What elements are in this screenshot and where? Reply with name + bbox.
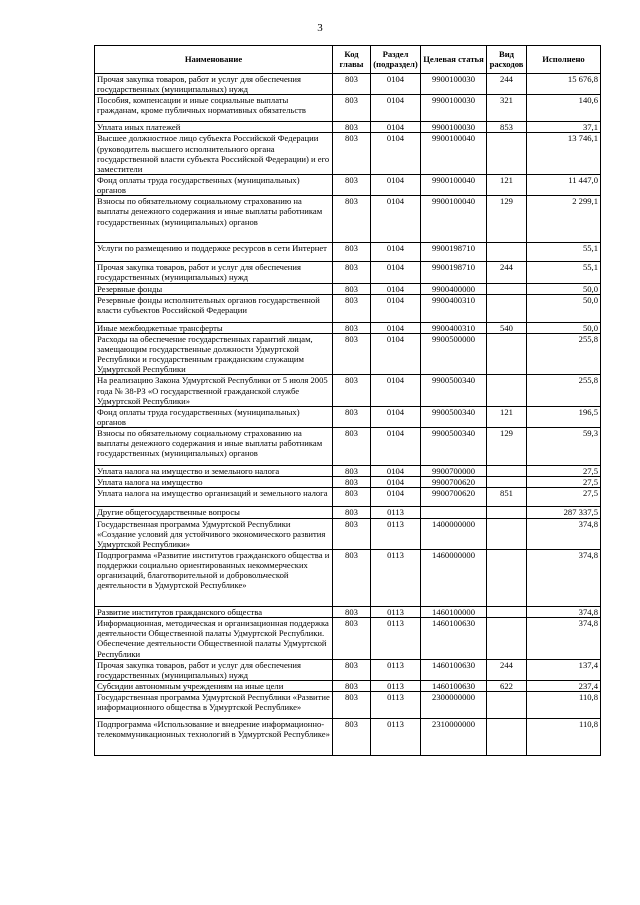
- cell-razdel: 0104: [371, 196, 421, 243]
- cell-name: Другие общегосударственные вопросы: [95, 507, 333, 518]
- cell-name: Резервные фонды: [95, 283, 333, 294]
- cell-statya: 9900500340: [421, 406, 487, 427]
- cell-name: Высшее должностное лицо субъекта Российской Федерации (руководитель высшего исполнительного органа государственной власти субъекта Российской Федерации) и его заместители: [95, 133, 333, 175]
- cell-name: Подпрограмма «Использование и внедрение информационно-телекоммуникационных технологий в Удмуртской Республике»: [95, 719, 333, 756]
- cell-name: Государственная программа Удмуртской Республики «Создание условий для устойчивого экономического развития Удмуртской Республики»: [95, 518, 333, 549]
- cell-ispolneno: 11 447,0: [527, 174, 601, 195]
- cell-glava: 803: [333, 719, 371, 756]
- cell-razdel: 0104: [371, 333, 421, 375]
- header-razdel: Раздел (подраздел): [371, 46, 421, 74]
- cell-ispolneno: 110,8: [527, 692, 601, 719]
- table-row: [95, 606, 601, 617]
- cell-razdel: 0104: [371, 122, 421, 133]
- header-vid: Вид расходов: [487, 46, 527, 74]
- cell-ispolneno: 27,5: [527, 488, 601, 507]
- cell-statya: 9900700620: [421, 477, 487, 488]
- table-row: [95, 618, 601, 660]
- cell-ispolneno: 374,8: [527, 606, 601, 617]
- cell-statya: 9900500340: [421, 375, 487, 406]
- cell-statya: 9900500000: [421, 333, 487, 375]
- cell-name: На реализацию Закона Удмуртской Республики от 5 июля 2005 года № 38-РЗ «О государственной гражданской службе Удмуртской Республики»: [95, 375, 333, 406]
- cell-vid: [487, 518, 527, 549]
- cell-glava: 803: [333, 196, 371, 243]
- header-statya: Целевая статья: [421, 46, 487, 74]
- cell-glava: 803: [333, 507, 371, 518]
- table-row: [95, 406, 601, 427]
- cell-razdel: 0104: [371, 174, 421, 195]
- cell-glava: 803: [333, 659, 371, 680]
- cell-name: Прочая закупка товаров, работ и услуг для обеспечения государственных (муниципальных) нужд: [95, 262, 333, 283]
- cell-glava: 803: [333, 466, 371, 477]
- cell-statya: 1400000000: [421, 518, 487, 549]
- cell-razdel: 0113: [371, 549, 421, 606]
- cell-ispolneno: 255,8: [527, 333, 601, 375]
- cell-vid: 540: [487, 322, 527, 333]
- cell-vid: [487, 477, 527, 488]
- cell-razdel: 0104: [371, 74, 421, 95]
- cell-vid: [487, 466, 527, 477]
- cell-name: Взносы по обязательному социальному страхованию на выплаты денежного содержания и иные выплаты работникам государственных (муниципальных) органов: [95, 428, 333, 466]
- table-row: [95, 659, 601, 680]
- cell-glava: 803: [333, 133, 371, 175]
- table-row: [95, 95, 601, 122]
- cell-razdel: 0113: [371, 618, 421, 660]
- cell-ispolneno: 50,0: [527, 294, 601, 322]
- cell-razdel: 0104: [371, 133, 421, 175]
- cell-glava: 803: [333, 294, 371, 322]
- cell-ispolneno: 55,1: [527, 262, 601, 283]
- cell-glava: 803: [333, 406, 371, 427]
- cell-glava: 803: [333, 262, 371, 283]
- cell-statya: 1460100000: [421, 606, 487, 617]
- cell-name: Уплата налога на имущество организаций и земельного налога: [95, 488, 333, 507]
- cell-glava: 803: [333, 95, 371, 122]
- table-row: [95, 466, 601, 477]
- cell-glava: 803: [333, 606, 371, 617]
- cell-vid: [487, 333, 527, 375]
- cell-glava: 803: [333, 518, 371, 549]
- cell-vid: 853: [487, 122, 527, 133]
- cell-razdel: 0104: [371, 466, 421, 477]
- cell-vid: [487, 294, 527, 322]
- page-number: 3: [317, 22, 323, 34]
- cell-ispolneno: 15 676,8: [527, 74, 601, 95]
- cell-razdel: 0104: [371, 428, 421, 466]
- cell-ispolneno: 196,5: [527, 406, 601, 427]
- cell-ispolneno: 27,5: [527, 477, 601, 488]
- table-row: [95, 518, 601, 549]
- cell-glava: 803: [333, 680, 371, 691]
- cell-glava: 803: [333, 74, 371, 95]
- cell-glava: 803: [333, 243, 371, 262]
- table-row: [95, 549, 601, 606]
- cell-razdel: 0104: [371, 243, 421, 262]
- cell-glava: 803: [333, 692, 371, 719]
- cell-statya: 9900700620: [421, 488, 487, 507]
- table-row: [95, 477, 601, 488]
- cell-razdel: 0113: [371, 692, 421, 719]
- cell-razdel: 0113: [371, 606, 421, 617]
- cell-statya: 9900400000: [421, 283, 487, 294]
- table-row: [95, 294, 601, 322]
- cell-glava: 803: [333, 488, 371, 507]
- table-row: [95, 283, 601, 294]
- cell-ispolneno: 55,1: [527, 243, 601, 262]
- cell-ispolneno: 13 746,1: [527, 133, 601, 175]
- cell-name: Государственная программа Удмуртской Республики «Развитие информационного общества в Удмуртской Республике»: [95, 692, 333, 719]
- cell-glava: 803: [333, 322, 371, 333]
- table-row: [95, 507, 601, 518]
- cell-vid: 121: [487, 174, 527, 195]
- table-row: [95, 680, 601, 691]
- cell-razdel: 0104: [371, 95, 421, 122]
- cell-ispolneno: 255,8: [527, 375, 601, 406]
- cell-name: Взносы по обязательному социальному страхованию на выплаты денежного содержания и иные выплаты работникам государственных (муниципальных) органов: [95, 196, 333, 243]
- cell-name: Уплата налога на имущество и земельного налога: [95, 466, 333, 477]
- cell-name: Прочая закупка товаров, работ и услуг для обеспечения государственных (муниципальных) нужд: [95, 74, 333, 95]
- cell-statya: 1460100630: [421, 618, 487, 660]
- cell-statya: 9900100030: [421, 95, 487, 122]
- cell-vid: 244: [487, 74, 527, 95]
- table-row: [95, 196, 601, 243]
- cell-name: Подпрограмма «Развитие институтов гражданского общества и поддержки социально ориентированных некоммерческих организаций, благотворительной и добровольческой деятельности в Удмуртской Республике»: [95, 549, 333, 606]
- cell-razdel: 0104: [371, 294, 421, 322]
- cell-name: Прочая закупка товаров, работ и услуг для обеспечения государственных (муниципальных) нужд: [95, 659, 333, 680]
- cell-vid: 622: [487, 680, 527, 691]
- cell-ispolneno: 140,6: [527, 95, 601, 122]
- budget-table: [94, 45, 601, 756]
- cell-name: Фонд оплаты труда государственных (муниципальных) органов: [95, 174, 333, 195]
- cell-name: Расходы на обеспечение государственных гарантий лицам, замещающим государственные должности Удмуртской Республики и государственным гражданским служащим Удмуртской Республики: [95, 333, 333, 375]
- header-glava: Код главы: [333, 46, 371, 74]
- cell-razdel: 0104: [371, 375, 421, 406]
- cell-vid: [487, 243, 527, 262]
- cell-vid: [487, 133, 527, 175]
- cell-razdel: 0104: [371, 262, 421, 283]
- cell-vid: 851: [487, 488, 527, 507]
- cell-statya: 1460100630: [421, 680, 487, 691]
- cell-ispolneno: 374,8: [527, 549, 601, 606]
- cell-ispolneno: 374,8: [527, 618, 601, 660]
- cell-ispolneno: 2 299,1: [527, 196, 601, 243]
- header-name: Наименование: [95, 46, 333, 74]
- cell-name: Резервные фонды исполнительных органов государственной власти субъектов Российской Федерации: [95, 294, 333, 322]
- cell-statya: 9900100040: [421, 174, 487, 195]
- cell-ispolneno: 237,4: [527, 680, 601, 691]
- cell-glava: 803: [333, 333, 371, 375]
- cell-statya: [421, 507, 487, 518]
- table-row: [95, 74, 601, 95]
- cell-vid: [487, 618, 527, 660]
- cell-vid: [487, 692, 527, 719]
- cell-razdel: 0113: [371, 680, 421, 691]
- cell-vid: [487, 507, 527, 518]
- cell-statya: 9900100040: [421, 133, 487, 175]
- cell-statya: 9900100030: [421, 74, 487, 95]
- cell-vid: [487, 719, 527, 756]
- cell-name: Уплата иных платежей: [95, 122, 333, 133]
- cell-glava: 803: [333, 283, 371, 294]
- cell-razdel: 0104: [371, 406, 421, 427]
- cell-statya: 9900500340: [421, 428, 487, 466]
- table-row: [95, 375, 601, 406]
- cell-statya: 9900400310: [421, 294, 487, 322]
- table-row: [95, 262, 601, 283]
- cell-ispolneno: 110,8: [527, 719, 601, 756]
- header-row: [95, 46, 601, 74]
- cell-razdel: 0113: [371, 507, 421, 518]
- cell-statya: 2310000000: [421, 719, 487, 756]
- cell-vid: 121: [487, 406, 527, 427]
- cell-razdel: 0104: [371, 322, 421, 333]
- cell-vid: 129: [487, 428, 527, 466]
- table-row: [95, 333, 601, 375]
- table-row: [95, 322, 601, 333]
- cell-vid: [487, 283, 527, 294]
- cell-glava: 803: [333, 477, 371, 488]
- cell-vid: [487, 606, 527, 617]
- table-row: [95, 428, 601, 466]
- cell-statya: 9900700000: [421, 466, 487, 477]
- cell-razdel: 0113: [371, 518, 421, 549]
- cell-statya: 9900198710: [421, 243, 487, 262]
- cell-razdel: 0113: [371, 659, 421, 680]
- cell-name: Развитие институтов гражданского общества: [95, 606, 333, 617]
- cell-ispolneno: 50,0: [527, 322, 601, 333]
- cell-name: Уплата налога на имущество: [95, 477, 333, 488]
- cell-razdel: 0104: [371, 477, 421, 488]
- table-row: [95, 488, 601, 507]
- cell-vid: 321: [487, 95, 527, 122]
- cell-vid: [487, 375, 527, 406]
- cell-name: Субсидии автономным учреждениям на иные цели: [95, 680, 333, 691]
- cell-ispolneno: 287 337,5: [527, 507, 601, 518]
- cell-glava: 803: [333, 428, 371, 466]
- cell-statya: 9900100030: [421, 122, 487, 133]
- cell-ispolneno: 37,1: [527, 122, 601, 133]
- cell-glava: 803: [333, 375, 371, 406]
- cell-razdel: 0113: [371, 719, 421, 756]
- cell-ispolneno: 27,5: [527, 466, 601, 477]
- cell-name: Информационная, методическая и организационная поддержка деятельности Общественной палаты Удмуртской Республики. Обеспечение деятельности Общественной палаты Удмуртской Республики: [95, 618, 333, 660]
- table-row: [95, 719, 601, 756]
- cell-statya: 2300000000: [421, 692, 487, 719]
- cell-statya: 1460000000: [421, 549, 487, 606]
- table-row: [95, 122, 601, 133]
- cell-vid: [487, 549, 527, 606]
- cell-ispolneno: 59,3: [527, 428, 601, 466]
- cell-vid: 244: [487, 262, 527, 283]
- cell-ispolneno: 50,0: [527, 283, 601, 294]
- table-header: [95, 46, 601, 74]
- cell-name: Пособия, компенсации и иные социальные выплаты гражданам, кроме публичных нормативных обязательств: [95, 95, 333, 122]
- cell-vid: 244: [487, 659, 527, 680]
- cell-glava: 803: [333, 174, 371, 195]
- cell-razdel: 0104: [371, 488, 421, 507]
- cell-statya: 9900198710: [421, 262, 487, 283]
- cell-name: Иные межбюджетные трансферты: [95, 322, 333, 333]
- cell-glava: 803: [333, 549, 371, 606]
- table-body: [95, 74, 601, 756]
- table-row: [95, 243, 601, 262]
- cell-razdel: 0104: [371, 283, 421, 294]
- cell-ispolneno: 374,8: [527, 518, 601, 549]
- cell-statya: 9900100040: [421, 196, 487, 243]
- cell-name: Услуги по размещению и поддержке ресурсов в сети Интернет: [95, 243, 333, 262]
- table-row: [95, 174, 601, 195]
- cell-name: Фонд оплаты труда государственных (муниципальных) органов: [95, 406, 333, 427]
- cell-statya: 1460100630: [421, 659, 487, 680]
- cell-statya: 9900400310: [421, 322, 487, 333]
- cell-ispolneno: 137,4: [527, 659, 601, 680]
- cell-glava: 803: [333, 122, 371, 133]
- header-ispolneno: Исполнено: [527, 46, 601, 74]
- cell-vid: 129: [487, 196, 527, 243]
- cell-glava: 803: [333, 618, 371, 660]
- table-row: [95, 133, 601, 175]
- table-row: [95, 692, 601, 719]
